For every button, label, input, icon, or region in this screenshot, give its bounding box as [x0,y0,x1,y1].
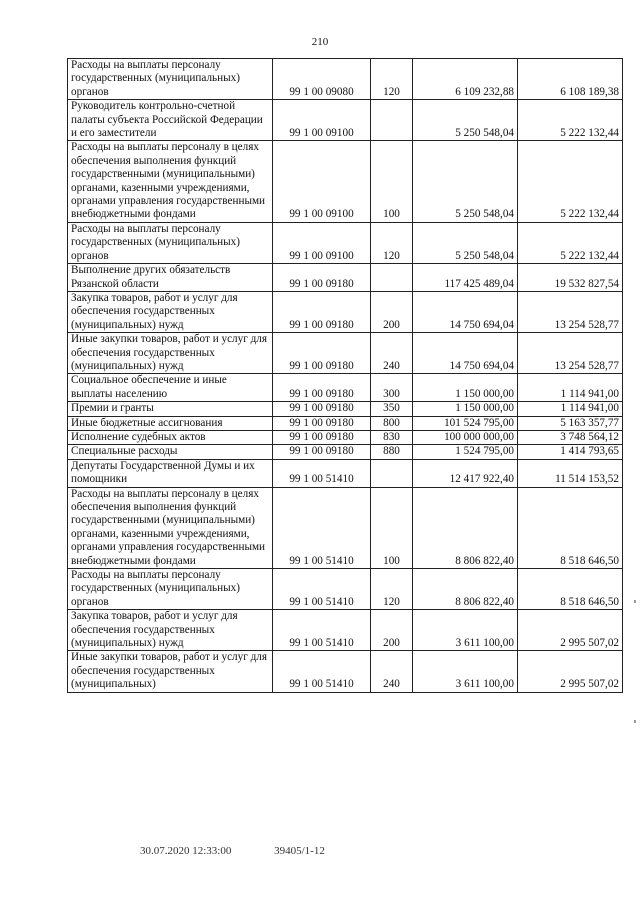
row-expense-type: 120 [371,222,413,263]
row-name: Депутаты Государственной Думы и их помощники [68,459,273,487]
row-name: Закупка товаров, работ и услуг для обеспечения государственных (муниципальных) нужд [68,291,273,332]
table-row [68,59,623,100]
row-expense-type: 100 [371,487,413,568]
row-code: 99 1 00 51410 [273,459,371,487]
row-amount-executed: 8 518 646,50 [518,569,623,610]
row-code: 99 1 00 09180 [273,264,371,292]
row-name: Расходы на выплаты персоналу в целях обеспечения выполнения функций государственными (муниципальными) органами, казенными учреждениями, органами управления государственными внебюджетными фондами [68,141,273,222]
row-code: 99 1 00 09100 [273,222,371,263]
row-amount-approved: 14 750 694,04 [413,333,518,374]
row-expense-type: 200 [371,291,413,332]
table-row [68,100,623,141]
row-amount-approved: 1 524 795,00 [413,445,518,459]
row-name: Расходы на выплаты персоналу государственных (муниципальных) органов [68,222,273,263]
row-amount-executed: 2 995 507,02 [518,651,623,692]
row-expense-type [371,100,413,141]
row-amount-executed: 5 222 132,44 [518,141,623,222]
row-expense-type: 350 [371,402,413,416]
footer-document-id: 39405/1-12 [274,845,325,857]
row-expense-type: 120 [371,569,413,610]
table-row [68,651,623,692]
table-row [68,333,623,374]
scan-edge-mark [634,720,636,723]
row-amount-approved: 3 611 100,00 [413,651,518,692]
row-amount-approved: 3 611 100,00 [413,610,518,651]
row-expense-type [371,459,413,487]
row-code: 99 1 00 09180 [273,430,371,444]
table-row [68,291,623,332]
table-row [68,264,623,292]
row-amount-approved: 14 750 694,04 [413,291,518,332]
row-amount-approved: 117 425 489,04 [413,264,518,292]
row-amount-executed: 5 222 132,44 [518,222,623,263]
row-expense-type: 880 [371,445,413,459]
row-expense-type: 800 [371,416,413,430]
row-name: Расходы на выплаты персоналу государственных (муниципальных) органов [68,59,273,100]
scan-edge-mark [634,600,636,603]
row-amount-approved: 6 109 232,88 [413,59,518,100]
budget-table-body [68,59,623,693]
row-amount-executed: 5 222 132,44 [518,100,623,141]
row-amount-approved: 12 417 922,40 [413,459,518,487]
row-code: 99 1 00 09080 [273,59,371,100]
row-amount-executed: 6 108 189,38 [518,59,623,100]
table-row [68,416,623,430]
row-name: Выполнение других обязательств Рязанской области [68,264,273,292]
row-code: 99 1 00 09100 [273,100,371,141]
row-amount-executed: 1 114 941,00 [518,374,623,402]
table-row [68,569,623,610]
row-name: Расходы на выплаты персоналу в целях обеспечения выполнения функций государственными (муниципальными) органами, казенными учреждениями, органами управления государственными внебюджетными фондами [68,487,273,568]
row-amount-approved: 1 150 000,00 [413,402,518,416]
row-amount-executed: 13 254 528,77 [518,291,623,332]
row-name: Премии и гранты [68,402,273,416]
row-code: 99 1 00 09180 [273,374,371,402]
row-code: 99 1 00 09100 [273,141,371,222]
row-expense-type: 240 [371,651,413,692]
row-code: 99 1 00 51410 [273,610,371,651]
row-amount-executed: 3 748 564,12 [518,430,623,444]
row-amount-approved: 8 806 822,40 [413,569,518,610]
row-amount-approved: 100 000 000,00 [413,430,518,444]
row-expense-type: 120 [371,59,413,100]
row-expense-type [371,264,413,292]
row-code: 99 1 00 09180 [273,402,371,416]
row-code: 99 1 00 51410 [273,651,371,692]
table-row [68,141,623,222]
table-row [68,374,623,402]
row-amount-executed: 19 532 827,54 [518,264,623,292]
row-amount-executed: 5 163 357,77 [518,416,623,430]
table-row [68,430,623,444]
row-amount-executed: 13 254 528,77 [518,333,623,374]
row-amount-executed: 11 514 153,52 [518,459,623,487]
row-name: Специальные расходы [68,445,273,459]
row-amount-approved: 101 524 795,00 [413,416,518,430]
row-amount-approved: 5 250 548,04 [413,222,518,263]
row-amount-approved: 1 150 000,00 [413,374,518,402]
footer-timestamp: 30.07.2020 12:33:00 [140,845,232,857]
row-expense-type: 240 [371,333,413,374]
row-amount-executed: 8 518 646,50 [518,487,623,568]
row-expense-type: 100 [371,141,413,222]
table-row [68,487,623,568]
row-amount-executed: 2 995 507,02 [518,610,623,651]
row-name: Иные бюджетные ассигнования [68,416,273,430]
row-name: Иные закупки товаров, работ и услуг для обеспечения государственных (муниципальных) [68,651,273,692]
row-amount-executed: 1 114 941,00 [518,402,623,416]
row-name: Закупка товаров, работ и услуг для обеспечения государственных (муниципальных) нужд [68,610,273,651]
table-row [68,459,623,487]
row-amount-executed: 1 414 793,65 [518,445,623,459]
document-footer [140,845,365,857]
row-code: 99 1 00 09180 [273,333,371,374]
row-amount-approved: 5 250 548,04 [413,100,518,141]
row-name: Иные закупки товаров, работ и услуг для обеспечения государственных (муниципальных) нужд [68,333,273,374]
row-amount-approved: 8 806 822,40 [413,487,518,568]
table-row [68,610,623,651]
row-code: 99 1 00 09180 [273,445,371,459]
row-amount-approved: 5 250 548,04 [413,141,518,222]
row-code: 99 1 00 51410 [273,569,371,610]
row-expense-type: 830 [371,430,413,444]
row-expense-type: 200 [371,610,413,651]
row-code: 99 1 00 09180 [273,416,371,430]
row-name: Социальное обеспечение и иные выплаты населению [68,374,273,402]
row-name: Исполнение судебных актов [68,430,273,444]
table-row [68,445,623,459]
row-code: 99 1 00 51410 [273,487,371,568]
row-name: Руководитель контрольно-счетной палаты субъекта Российской Федерации и его заместители [68,100,273,141]
table-row [68,222,623,263]
row-name: Расходы на выплаты персоналу государственных (муниципальных) органов [68,569,273,610]
table-row [68,402,623,416]
budget-table [67,58,623,693]
row-code: 99 1 00 09180 [273,291,371,332]
row-expense-type: 300 [371,374,413,402]
page-number: 210 [311,36,329,48]
